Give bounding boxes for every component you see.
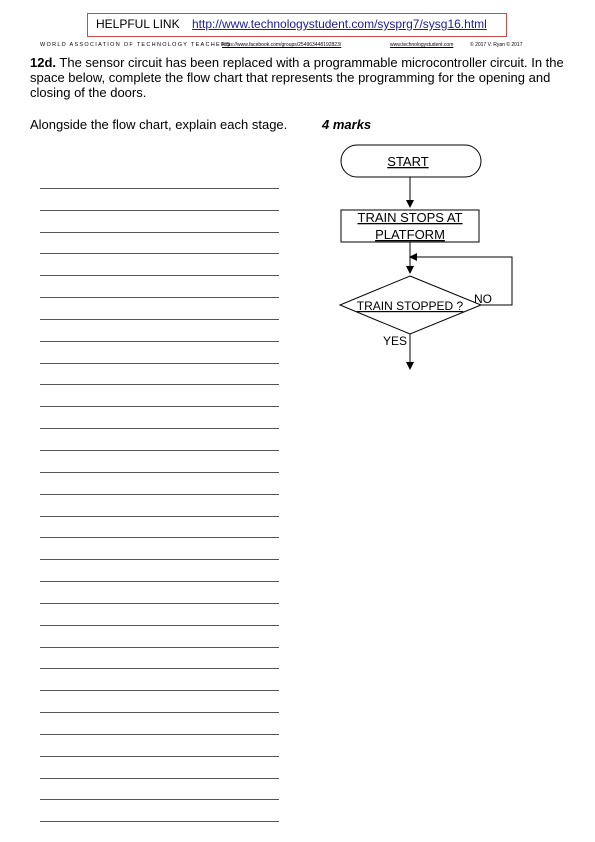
facebook-link[interactable]: https://www.facebook.com/groups/254963448192823/ — [222, 42, 342, 48]
process-label-line1: TRAIN STOPS AT — [357, 210, 463, 225]
organisation-name: WORLD ASSOCIATION OF TECHNOLOGY TEACHERS — [40, 42, 232, 48]
question-body: The sensor circuit has been replaced with a programmable microcontroller circuit. In the space below, complete the flow chart that represents the programming for the opening and closing of the doors. — [30, 55, 564, 100]
marks-label: 4 marks — [322, 117, 372, 132]
copyright-text: © 2017 V. Ryan © 2017 — [470, 42, 523, 48]
process-label-line2: PLATFORM — [375, 227, 445, 242]
yes-label: YES — [383, 334, 408, 348]
instruction-text: Alongside the flow chart, explain each stage. — [30, 117, 288, 132]
start-label: START — [387, 154, 429, 169]
no-label: NO — [474, 292, 492, 306]
helpful-link-url[interactable]: http://www.technologystudent.com/sysprg7/sysg16.html — [192, 17, 487, 31]
helpful-link-label: HELPFUL LINK — [96, 17, 180, 31]
question-number: 12d. — [30, 55, 57, 70]
decision-label: TRAIN STOPPED ? — [356, 299, 464, 313]
website-link[interactable]: www.technologystudent.com — [390, 42, 454, 48]
